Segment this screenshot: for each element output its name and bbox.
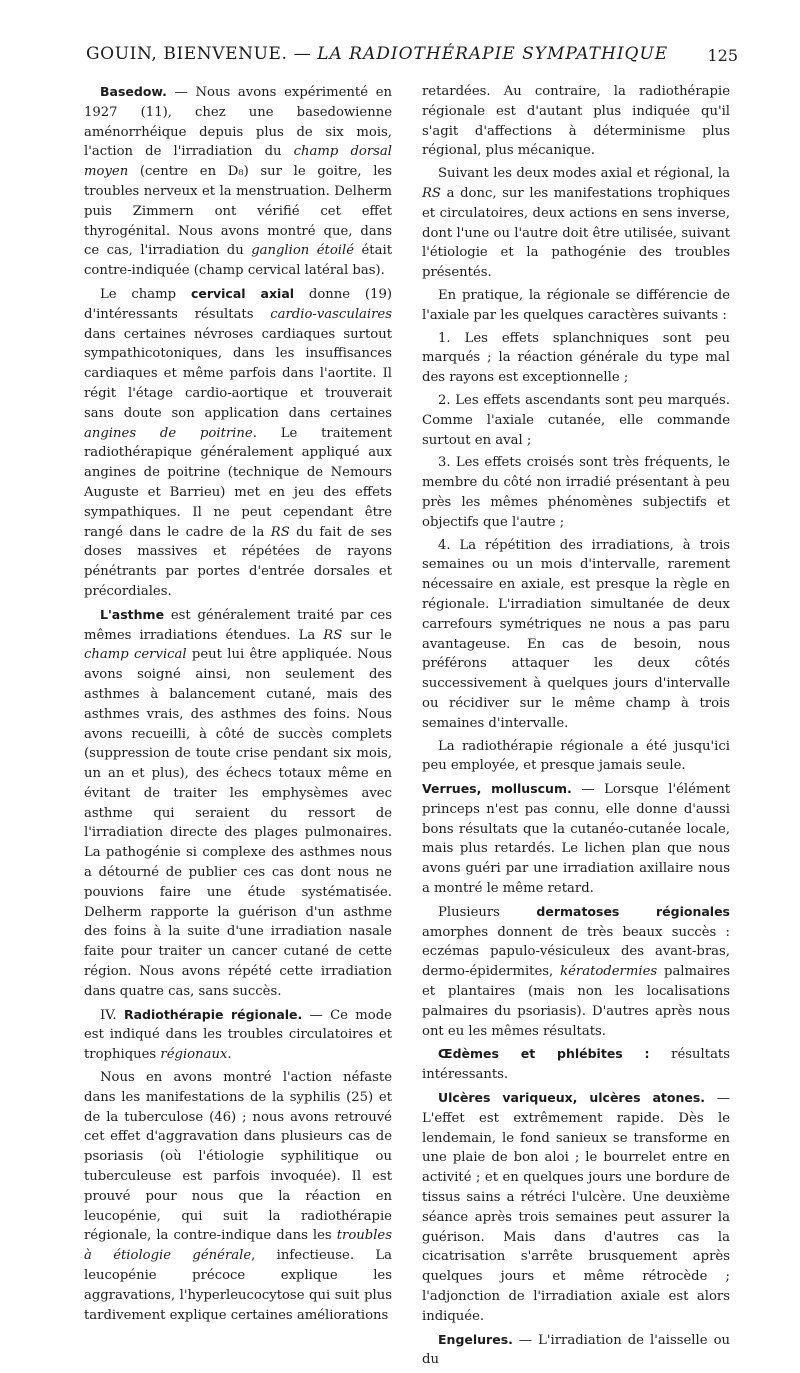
paragraph-action-nefaste bbox=[84, 1068, 392, 1325]
text: En pratique, la régionale se différencie de l'axiale par les quelques caractères suivants : bbox=[422, 287, 730, 323]
text: était contre-indiquée (champ cervical latéral bas). bbox=[84, 243, 392, 279]
italic-term: cardio-vasculaires bbox=[270, 306, 392, 322]
italic-term: régionaux bbox=[160, 1047, 228, 1063]
keyword-basedow: Basedow. bbox=[100, 84, 167, 99]
italic-term: troubles à étiologie générale bbox=[84, 1228, 392, 1264]
text: Plusieurs bbox=[438, 904, 537, 920]
text: La radiothérapie régionale a été jusqu'ici peu employée, et presque jamais seule. bbox=[422, 738, 730, 774]
paragraph-cervical-axial bbox=[84, 284, 392, 602]
text: du fait de ses doses massives et répétées de rayons pénétrants par portes d'entrée dorsales et précordiales. bbox=[84, 524, 392, 599]
text: (centre en D₈) sur le goitre, les troubles nerveux et la menstruation. Delherm puis Zimmern ont vérifié cet effet thyrogénital. Nous avons montré que, dans ce cas, l'irradiation du bbox=[84, 164, 392, 259]
paragraph-verrues bbox=[422, 779, 730, 899]
italic-term: RS bbox=[323, 627, 343, 643]
text: résultats intéressants. bbox=[422, 1047, 730, 1083]
text: Le champ bbox=[100, 286, 191, 302]
keyword-verrues: Verrues, molluscum. bbox=[422, 781, 572, 797]
paragraph-basedow bbox=[84, 82, 392, 281]
text: — L'effet est extrêmement rapide. Dès le lendemain, le fond sanieux se transforme en une plaie de bon aloi ; le bourrelet entre en activité ; et en quelques jours une bordure de tissus sains a rétréci l'ulcère. Une deuxième séance après trois semaines peut assurer la guérison. Mais dans d'autres cas la cicatrisation s'arrête brusquement après quelques jours et même rétrocède ; l'adjonction de l'irradiation axiale est alors indiquée. bbox=[422, 1091, 730, 1324]
italic-term: champ dorsal moyen bbox=[84, 144, 392, 180]
text: amorphes donnent de très beaux succès : eczémas papulo-vésiculeux des avant-bras, dermo-épidermites, bbox=[422, 924, 730, 980]
keyword-cervical-axial: cervical axial bbox=[190, 285, 295, 301]
paragraph-continuation bbox=[422, 82, 730, 161]
keyword-asthme: L'asthme bbox=[100, 606, 165, 622]
text: — Lorsque l'élément princeps n'est pas connu, elle donne d'aussi bons résultats que la cutanéo-cutanée locale, mais plus retardés. Le lichen plan que nous avons guéri par une irradiation axillaire nous a montré le même retard. bbox=[422, 782, 730, 897]
keyword-engelures: Engelures. bbox=[438, 1331, 513, 1347]
paragraph-asthme bbox=[84, 605, 392, 1002]
paragraph-ulceres bbox=[422, 1088, 730, 1327]
text: . bbox=[227, 1047, 232, 1063]
running-title bbox=[86, 44, 668, 64]
right-column bbox=[422, 82, 730, 1373]
text: , infectieuse. La leucopénie précoce explique les aggravations, l'hyperleucocytose qui suit plus tardivement explique certaines améliorations bbox=[84, 1248, 392, 1323]
paragraph-en-pratique bbox=[422, 286, 730, 326]
paragraph-peu-employee bbox=[422, 737, 730, 777]
header-subtitle: LA RADIOTHÉRAPIE SYMPATHIQUE bbox=[317, 44, 669, 64]
text: Suivant les deux modes axial et régional, la bbox=[438, 166, 730, 182]
text: — L'irradiation de l'aisselle ou du bbox=[422, 1332, 730, 1368]
paragraph-oedemes bbox=[422, 1044, 730, 1085]
italic-term: champ cervical bbox=[84, 647, 187, 663]
list-item: 3. Les effets croisés sont très fréquents, le membre du côté non irradié présentant à peu près les mêmes phénomènes subjectifs et objectifs que l'autre ; bbox=[422, 455, 730, 530]
text: IV. bbox=[100, 1007, 124, 1023]
text: Nous en avons montré l'action néfaste dans les manifestations de la syphilis (25) et de la tuberculose (46) ; nous avons retrouvé cet effet d'aggravation dans plusieurs cas de psoriasis (où l'étiologie syphilitique ou tuberculeuse est parfois invoquée). Il est prouvé pour nous que la réaction en leucopénie, qui suit la radiothérapie régionale, la contre-indique dans les bbox=[84, 1070, 392, 1244]
list-item: 1. Les effets splanchniques sont peu marqués ; la réaction générale du type mal des rayons est exceptionnelle ; bbox=[422, 330, 730, 386]
running-header bbox=[86, 44, 738, 70]
text: palmaires et plantaires (mais non les localisations palmaires du psoriasis). D'autres après nous ont eu les mêmes résultats. bbox=[422, 964, 730, 1039]
paragraph-deux-modes bbox=[422, 164, 730, 283]
header-separator: — bbox=[293, 44, 312, 64]
left-column bbox=[84, 82, 392, 1328]
text: est généralement traité par ces mêmes irradiations étendues. La bbox=[84, 607, 392, 643]
keyword-ulceres: Ulcères variqueux, ulcères atones. bbox=[438, 1090, 706, 1106]
keyword-dermatoses: dermatoses régionales bbox=[536, 903, 730, 919]
page-number: 125 bbox=[707, 46, 738, 65]
italic-term: ganglion étoilé bbox=[251, 243, 355, 259]
text: sur le bbox=[342, 627, 392, 643]
text: dans certaines névroses cardiaques surtout sympathicotoniques, dans les insuffisances cardiaques et même parfois dans l'aortite. Il régit l'étage cardio-aortique et trouverait sans doute son application dans certaines bbox=[84, 326, 392, 421]
text: peut lui être appliquée. Nous avons soigné ainsi, non seulement des asthmes à balancement cutané, mais des asthmes vrais, des asthmes des foins. Nous avons recueilli, à côté de succès complets (suppression de toute crise pendant six mois, un an et plus), des échecs totaux même en évitant de traiter les emphysèmes avec asthme qui seraient du ressort de l'irradiation directe des plages pulmonaires. La pathogénie si complexe des asthmes nous a détourné de publier ces cas dont nous ne pouvions faire une étude systématisée. Delherm rapporte la guérison d'un asthme des foins à la suite d'une irradiation nasale faite pour traiter un cancer cutané de cette région. Nous avons répété cette irradiation dans quatre cas, sans succès. bbox=[84, 647, 392, 999]
italic-term: RS bbox=[422, 185, 441, 201]
text: — Ce mode est indiqué dans les troubles circulatoires et trophiques bbox=[84, 1007, 392, 1063]
list-item: 2. Les effets ascendants sont peu marqués. Comme l'axiale cutanée, elle commande surtout en aval ; bbox=[422, 392, 730, 448]
text: retardées. Au contraire, la radiothérapie régionale est d'autant plus indiquée qu'il s'agit d'affections à déterminisme plus régional, plus mécanique. bbox=[422, 84, 730, 159]
italic-term: RS bbox=[270, 524, 290, 540]
section-heading: Radiothérapie régionale. bbox=[123, 1006, 303, 1022]
paragraph-dermatoses bbox=[422, 902, 730, 1042]
text: — Nous avons expérimenté en 1927 (11), chez une basedowienne aménorrhéique depuis plus de six mois, l'action de l'irradiation du bbox=[84, 85, 392, 160]
text: donne (19) d'intéressants résultats bbox=[84, 286, 392, 322]
keyword-oedemes: Œdèmes et phlébites : bbox=[438, 1046, 650, 1062]
paragraph-engelures bbox=[422, 1330, 730, 1371]
italic-term: angines de poitrine bbox=[84, 425, 253, 441]
header-authors: GOUIN, BIENVENUE. bbox=[86, 44, 288, 64]
italic-term: kératodermies bbox=[560, 964, 658, 980]
paragraph-radiotherapie-regionale bbox=[84, 1005, 392, 1065]
text: . Le traitement radiothérapique généralement appliqué aux angines de poitrine (technique de Nemours Auguste et Barrieu) met en jeu des effets sympathiques. Il ne peut cependant être rangé dans le cadre de la bbox=[84, 425, 392, 540]
text: a donc, sur les manifestations trophiques et circulatoires, deux actions en sens inverse, dont l'une ou l'autre doit être utilisée, suivant l'étiologie et la pathogénie des troubles présentés. bbox=[422, 185, 730, 281]
list-item: 4. La répétition des irradiations, à trois semaines ou un mois d'intervalle, rarement nécessaire en axiale, est presque la règle en régionale. L'irradiation simultanée de deux carrefours symétriques ne nous a pas paru avantageuse. En cas de besoin, nous préférons attaquer les deux côtés successivement à quelques jours d'intervalle ou récidiver sur le même champ à trois semaines d'intervalle. bbox=[422, 537, 730, 731]
